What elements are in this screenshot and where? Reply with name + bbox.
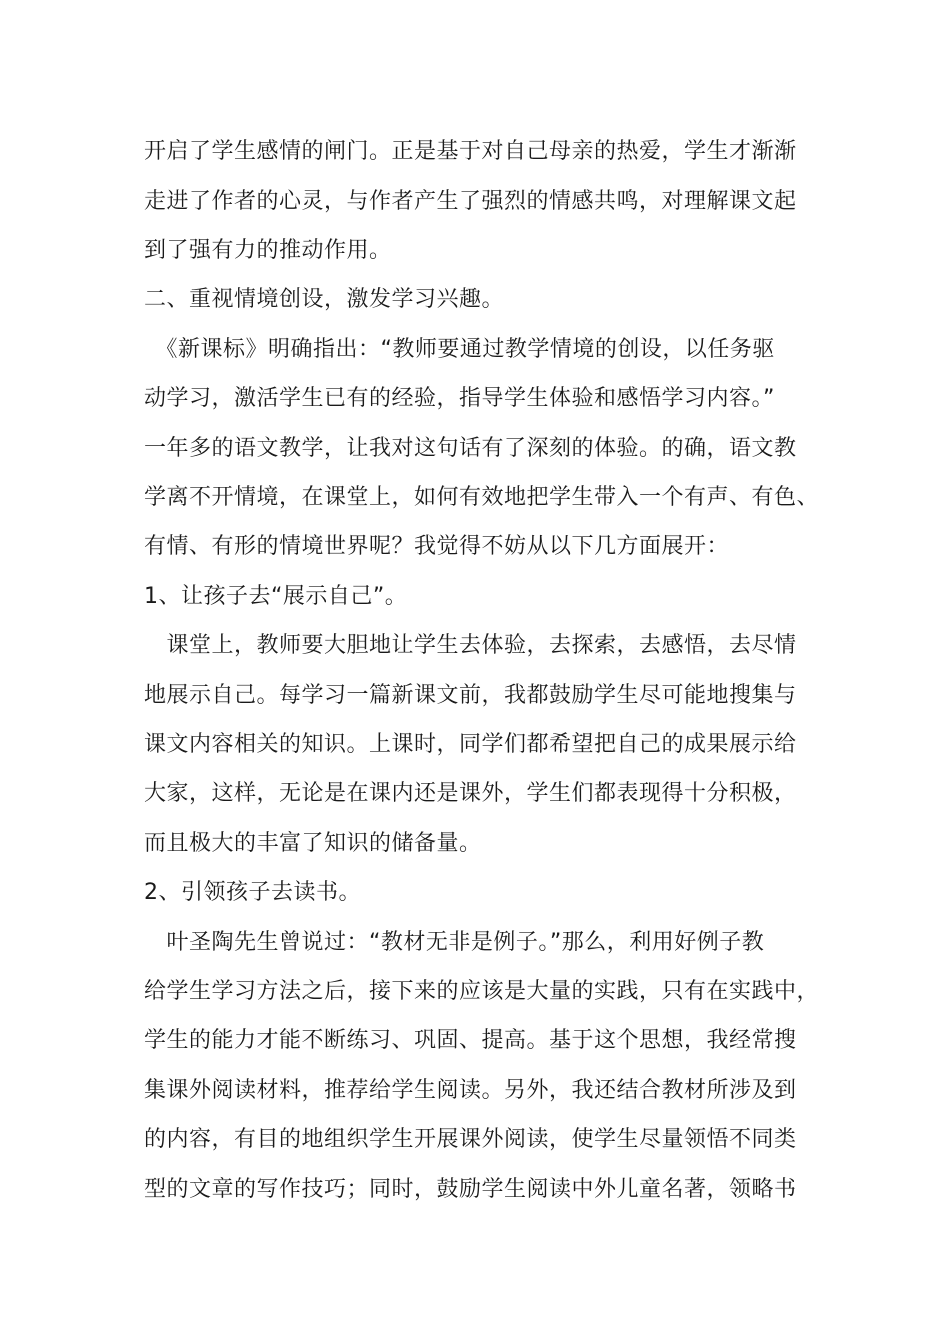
text-line: 《新课标》明确指出：“教师要通过教学情境的创设，以任务驱	[144, 337, 775, 362]
text-line: 到了强有力的推动作用。	[144, 238, 392, 263]
text-line: 有情、有形的情境世界呢？我觉得不妨从以下几方面展开：	[144, 534, 730, 559]
text-line: 大家，这样，无论是在课内还是课外，学生们都表现得十分积极，	[144, 781, 797, 806]
text-line: 一年多的语文教学，让我对这句话有了深刻的体验。的确，语文教	[144, 436, 797, 461]
text-line: 动学习，激活学生已有的经验，指导学生体验和感悟学习内容。”	[144, 386, 775, 411]
text-line: 叶圣陶先生曾说过：“教材无非是例子。”那么，利用好例子教	[144, 930, 765, 955]
text-line: 学生的能力才能不断练习、巩固、提高。基于这个思想，我经常搜	[144, 1028, 797, 1053]
text-line: 走进了作者的心灵，与作者产生了强烈的情感共鸣，对理解课文起	[144, 189, 797, 214]
subsection-heading: 1、让孩子去“展示自己”。	[144, 584, 408, 609]
text-line: 开启了学生感情的闸门。正是基于对自己母亲的热爱，学生才渐渐	[144, 139, 797, 164]
text-line: 学离不开情境，在课堂上，如何有效地把学生带入一个有声、有色、	[144, 485, 820, 510]
text-line: 而且极大的丰富了知识的储备量。	[144, 831, 482, 856]
subsection-heading: 2、引领孩子去读书。	[144, 880, 361, 905]
text-line: 课文内容相关的知识。上课时，同学们都希望把自己的成果展示给	[144, 732, 797, 757]
text-line: 型的文章的写作技巧；同时，鼓励学生阅读中外儿童名著，领略书	[144, 1177, 797, 1202]
text-line: 集课外阅读材料，推荐给学生阅读。另外，我还结合教材所涉及到	[144, 1078, 797, 1103]
section-heading: 二、重视情境创设，激发学习兴趣。	[144, 287, 505, 312]
text-line: 的内容，有目的地组织学生开展课外阅读，使学生尽量领悟不同类	[144, 1127, 797, 1152]
text-line: 给学生学习方法之后，接下来的应该是大量的实践，只有在实践中，	[144, 979, 820, 1004]
text-line: 课堂上，教师要大胆地让学生去体验，去探索，去感悟，去尽情	[144, 633, 797, 658]
text-line: 地展示自己。每学习一篇新课文前，我都鼓励学生尽可能地搜集与	[144, 683, 797, 708]
